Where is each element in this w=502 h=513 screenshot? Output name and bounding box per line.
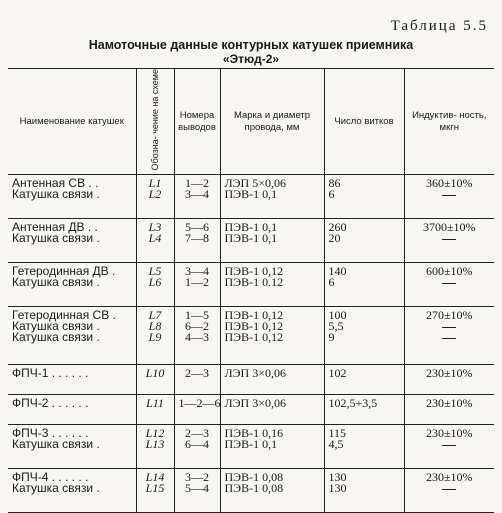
cell-turns xyxy=(324,365,404,395)
cell-text: 130 xyxy=(328,470,347,485)
cell-text: ПЭВ-1 0,08 xyxy=(224,470,284,485)
cell-text: ПЭВ-1 0,1 xyxy=(224,187,278,202)
cell-text: L4 xyxy=(148,231,162,246)
cell-wire xyxy=(220,307,324,365)
header-turns: Число витков xyxy=(324,69,404,175)
cell-name xyxy=(8,425,136,469)
cell-code xyxy=(136,425,174,469)
dash-mark xyxy=(409,233,491,244)
cell-code xyxy=(136,263,174,307)
cell-name xyxy=(8,469,136,513)
cell-text: Катушка связи . xyxy=(12,231,100,246)
cell-text: L14 xyxy=(145,470,165,485)
cell-text: Катушка связи . xyxy=(12,187,100,202)
cell-pins xyxy=(174,469,220,513)
cell-text: Катушка связи . xyxy=(12,275,100,290)
cell-text: ПЭВ-1 0,12 xyxy=(224,308,284,323)
cell-text: 360±10% xyxy=(425,176,473,191)
cell-text: 1—2 xyxy=(185,176,209,191)
cell-text: 230±10% xyxy=(425,366,473,381)
cell-text: L12 xyxy=(145,426,165,441)
cell-text: 102 xyxy=(328,366,347,381)
cell-text: Катушка связи . xyxy=(12,481,100,496)
dash-mark xyxy=(409,321,491,332)
table-header-row xyxy=(8,69,494,175)
cell-text: 230±10% xyxy=(425,426,473,441)
cell-text: ФПЧ-3 . . . . . . xyxy=(12,426,89,441)
cell-code xyxy=(136,365,174,395)
cell-text: 230±10% xyxy=(425,470,473,485)
table-title: Намоточные данные контурных катушек приемника xyxy=(88,38,414,52)
cell-text: ФПЧ-4 . . . . . . xyxy=(12,470,89,485)
cell-text: ПЭВ-1 0,1 xyxy=(224,231,278,246)
cell-text: Гетеродинная СВ . xyxy=(12,308,116,323)
cell-pins xyxy=(174,425,220,469)
cell-ind xyxy=(404,395,494,425)
cell-text: ФПЧ-1 . . . . . . xyxy=(12,366,89,381)
cell-wire xyxy=(220,469,324,513)
table-subtitle: «Этюд-2» xyxy=(222,52,280,66)
cell-text: 4—3 xyxy=(185,330,209,345)
cell-text: 260 xyxy=(328,220,347,235)
cell-text: ФПЧ-2 . . . . . . xyxy=(12,396,89,411)
cell-text: 5—4 xyxy=(185,481,209,496)
cell-ind xyxy=(404,425,494,469)
cell-text: 6 xyxy=(328,187,335,202)
cell-ind xyxy=(404,469,494,513)
table-row xyxy=(8,469,494,513)
coil-data-table xyxy=(8,68,494,513)
table-caption: Таблица 5.5 xyxy=(390,18,488,34)
table-row xyxy=(8,395,494,425)
cell-text: 1—2 xyxy=(185,275,209,290)
cell-turns xyxy=(324,395,404,425)
table-row xyxy=(8,307,494,365)
cell-wire xyxy=(220,395,324,425)
cell-text: 7—8 xyxy=(185,231,209,246)
cell-name xyxy=(8,219,136,263)
cell-turns xyxy=(324,425,404,469)
cell-text: 115 xyxy=(328,426,347,441)
cell-text: L13 xyxy=(145,437,165,452)
cell-ind xyxy=(404,175,494,219)
dash-mark xyxy=(409,483,491,494)
cell-pins xyxy=(174,307,220,365)
cell-ind xyxy=(404,263,494,307)
cell-wire xyxy=(220,425,324,469)
cell-text: 2—3 xyxy=(185,426,209,441)
cell-code xyxy=(136,175,174,219)
cell-text: 3—4 xyxy=(185,187,209,202)
cell-text: ПЭВ-1 0,12 xyxy=(224,330,284,345)
cell-wire xyxy=(220,365,324,395)
cell-name xyxy=(8,263,136,307)
cell-text: ЛЭП 3×0,06 xyxy=(224,396,286,411)
cell-text: 20 xyxy=(328,231,341,246)
cell-turns xyxy=(324,219,404,263)
cell-name xyxy=(8,307,136,365)
cell-text: 230±10% xyxy=(425,396,473,411)
cell-text: 5,5 xyxy=(328,319,344,334)
cell-code xyxy=(136,469,174,513)
cell-text: Антенная ДВ . . xyxy=(12,220,98,235)
dash-mark xyxy=(409,277,491,288)
cell-text: ПЭВ-1 0,12 xyxy=(224,319,284,334)
cell-wire xyxy=(220,263,324,307)
cell-text: L6 xyxy=(148,275,162,290)
cell-wire xyxy=(220,219,324,263)
cell-turns xyxy=(324,175,404,219)
dash-mark xyxy=(409,439,491,450)
cell-turns xyxy=(324,263,404,307)
table-row xyxy=(8,263,494,307)
dash-mark xyxy=(409,189,491,200)
cell-text: 6 xyxy=(328,275,335,290)
cell-text: 140 xyxy=(328,264,347,279)
dash-mark xyxy=(409,332,491,343)
table-row xyxy=(8,365,494,395)
cell-code xyxy=(136,307,174,365)
cell-pins xyxy=(174,175,220,219)
cell-ind xyxy=(404,365,494,395)
cell-text: 86 xyxy=(328,176,341,191)
cell-turns xyxy=(324,469,404,513)
cell-text: Антенная СВ . . xyxy=(12,176,99,191)
cell-ind xyxy=(404,219,494,263)
cell-text: 9 xyxy=(328,330,335,345)
header-name: Наименование катушек xyxy=(8,69,136,175)
cell-pins xyxy=(174,263,220,307)
cell-text: L10 xyxy=(145,366,165,381)
cell-code xyxy=(136,219,174,263)
cell-text: 100 xyxy=(328,308,347,323)
cell-pins xyxy=(174,219,220,263)
cell-text: ПЭВ-1 0,16 xyxy=(224,426,284,441)
cell-text: 3—4 xyxy=(185,264,209,279)
cell-text: 600±10% xyxy=(425,264,473,279)
cell-name xyxy=(8,175,136,219)
cell-text: L2 xyxy=(148,187,162,202)
cell-text: L8 xyxy=(148,319,162,334)
cell-text: 130 xyxy=(328,481,347,496)
header-pins: Номера выводов xyxy=(174,69,220,175)
cell-name xyxy=(8,365,136,395)
cell-text: ПЭВ-1 0,08 xyxy=(224,481,284,496)
cell-text: L1 xyxy=(148,176,162,191)
cell-text: ПЭВ-1 0.12 xyxy=(224,275,284,290)
cell-turns xyxy=(324,307,404,365)
table-row xyxy=(8,425,494,469)
cell-text: L15 xyxy=(145,481,165,496)
cell-text: 2—3 xyxy=(185,366,209,381)
cell-text: ЛЭП 3×0,06 xyxy=(224,366,286,381)
table-row xyxy=(8,175,494,219)
cell-text: 3700±10% xyxy=(422,220,476,235)
cell-pins xyxy=(174,365,220,395)
cell-text: 3—2 xyxy=(185,470,209,485)
cell-text: L9 xyxy=(148,330,162,345)
cell-text: ПЭВ-1 0,1 xyxy=(224,437,278,452)
cell-text: 4,5 xyxy=(328,437,344,452)
cell-text: Гетеродинная ДВ . xyxy=(12,264,116,279)
cell-text: L11 xyxy=(146,396,164,411)
cell-text: 6—4 xyxy=(185,437,209,452)
cell-text: 1—2—6 xyxy=(178,396,221,411)
cell-text: 5—6 xyxy=(185,220,209,235)
cell-text: Катушка связи . xyxy=(12,437,100,452)
cell-pins xyxy=(174,395,220,425)
table-row xyxy=(8,219,494,263)
cell-text: ПЭВ-1 0,12 xyxy=(224,264,284,279)
cell-name xyxy=(8,395,136,425)
cell-text: 1—5 xyxy=(185,308,209,323)
cell-text: L3 xyxy=(148,220,162,235)
cell-text: 270±10% xyxy=(425,308,473,323)
cell-ind xyxy=(404,307,494,365)
cell-text: 102,5+3,5 xyxy=(328,396,378,411)
cell-code xyxy=(136,395,174,425)
cell-text: ПЭВ-1 0,1 xyxy=(224,220,278,235)
cell-wire xyxy=(220,175,324,219)
cell-text: 6—2 xyxy=(185,319,209,334)
header-inductance: Индуктив- ность, мкгн xyxy=(404,69,494,175)
cell-text: Катушка связи . xyxy=(12,319,100,334)
cell-text: Катушка связи . xyxy=(12,330,100,345)
cell-text: ЛЭП 5×0,06 xyxy=(224,176,286,191)
cell-text: L5 xyxy=(148,264,162,279)
header-code: Обозна- чение на схеме xyxy=(136,69,174,175)
header-wire: Марка и диаметр провода, мм xyxy=(220,69,324,175)
cell-text: L7 xyxy=(148,308,162,323)
